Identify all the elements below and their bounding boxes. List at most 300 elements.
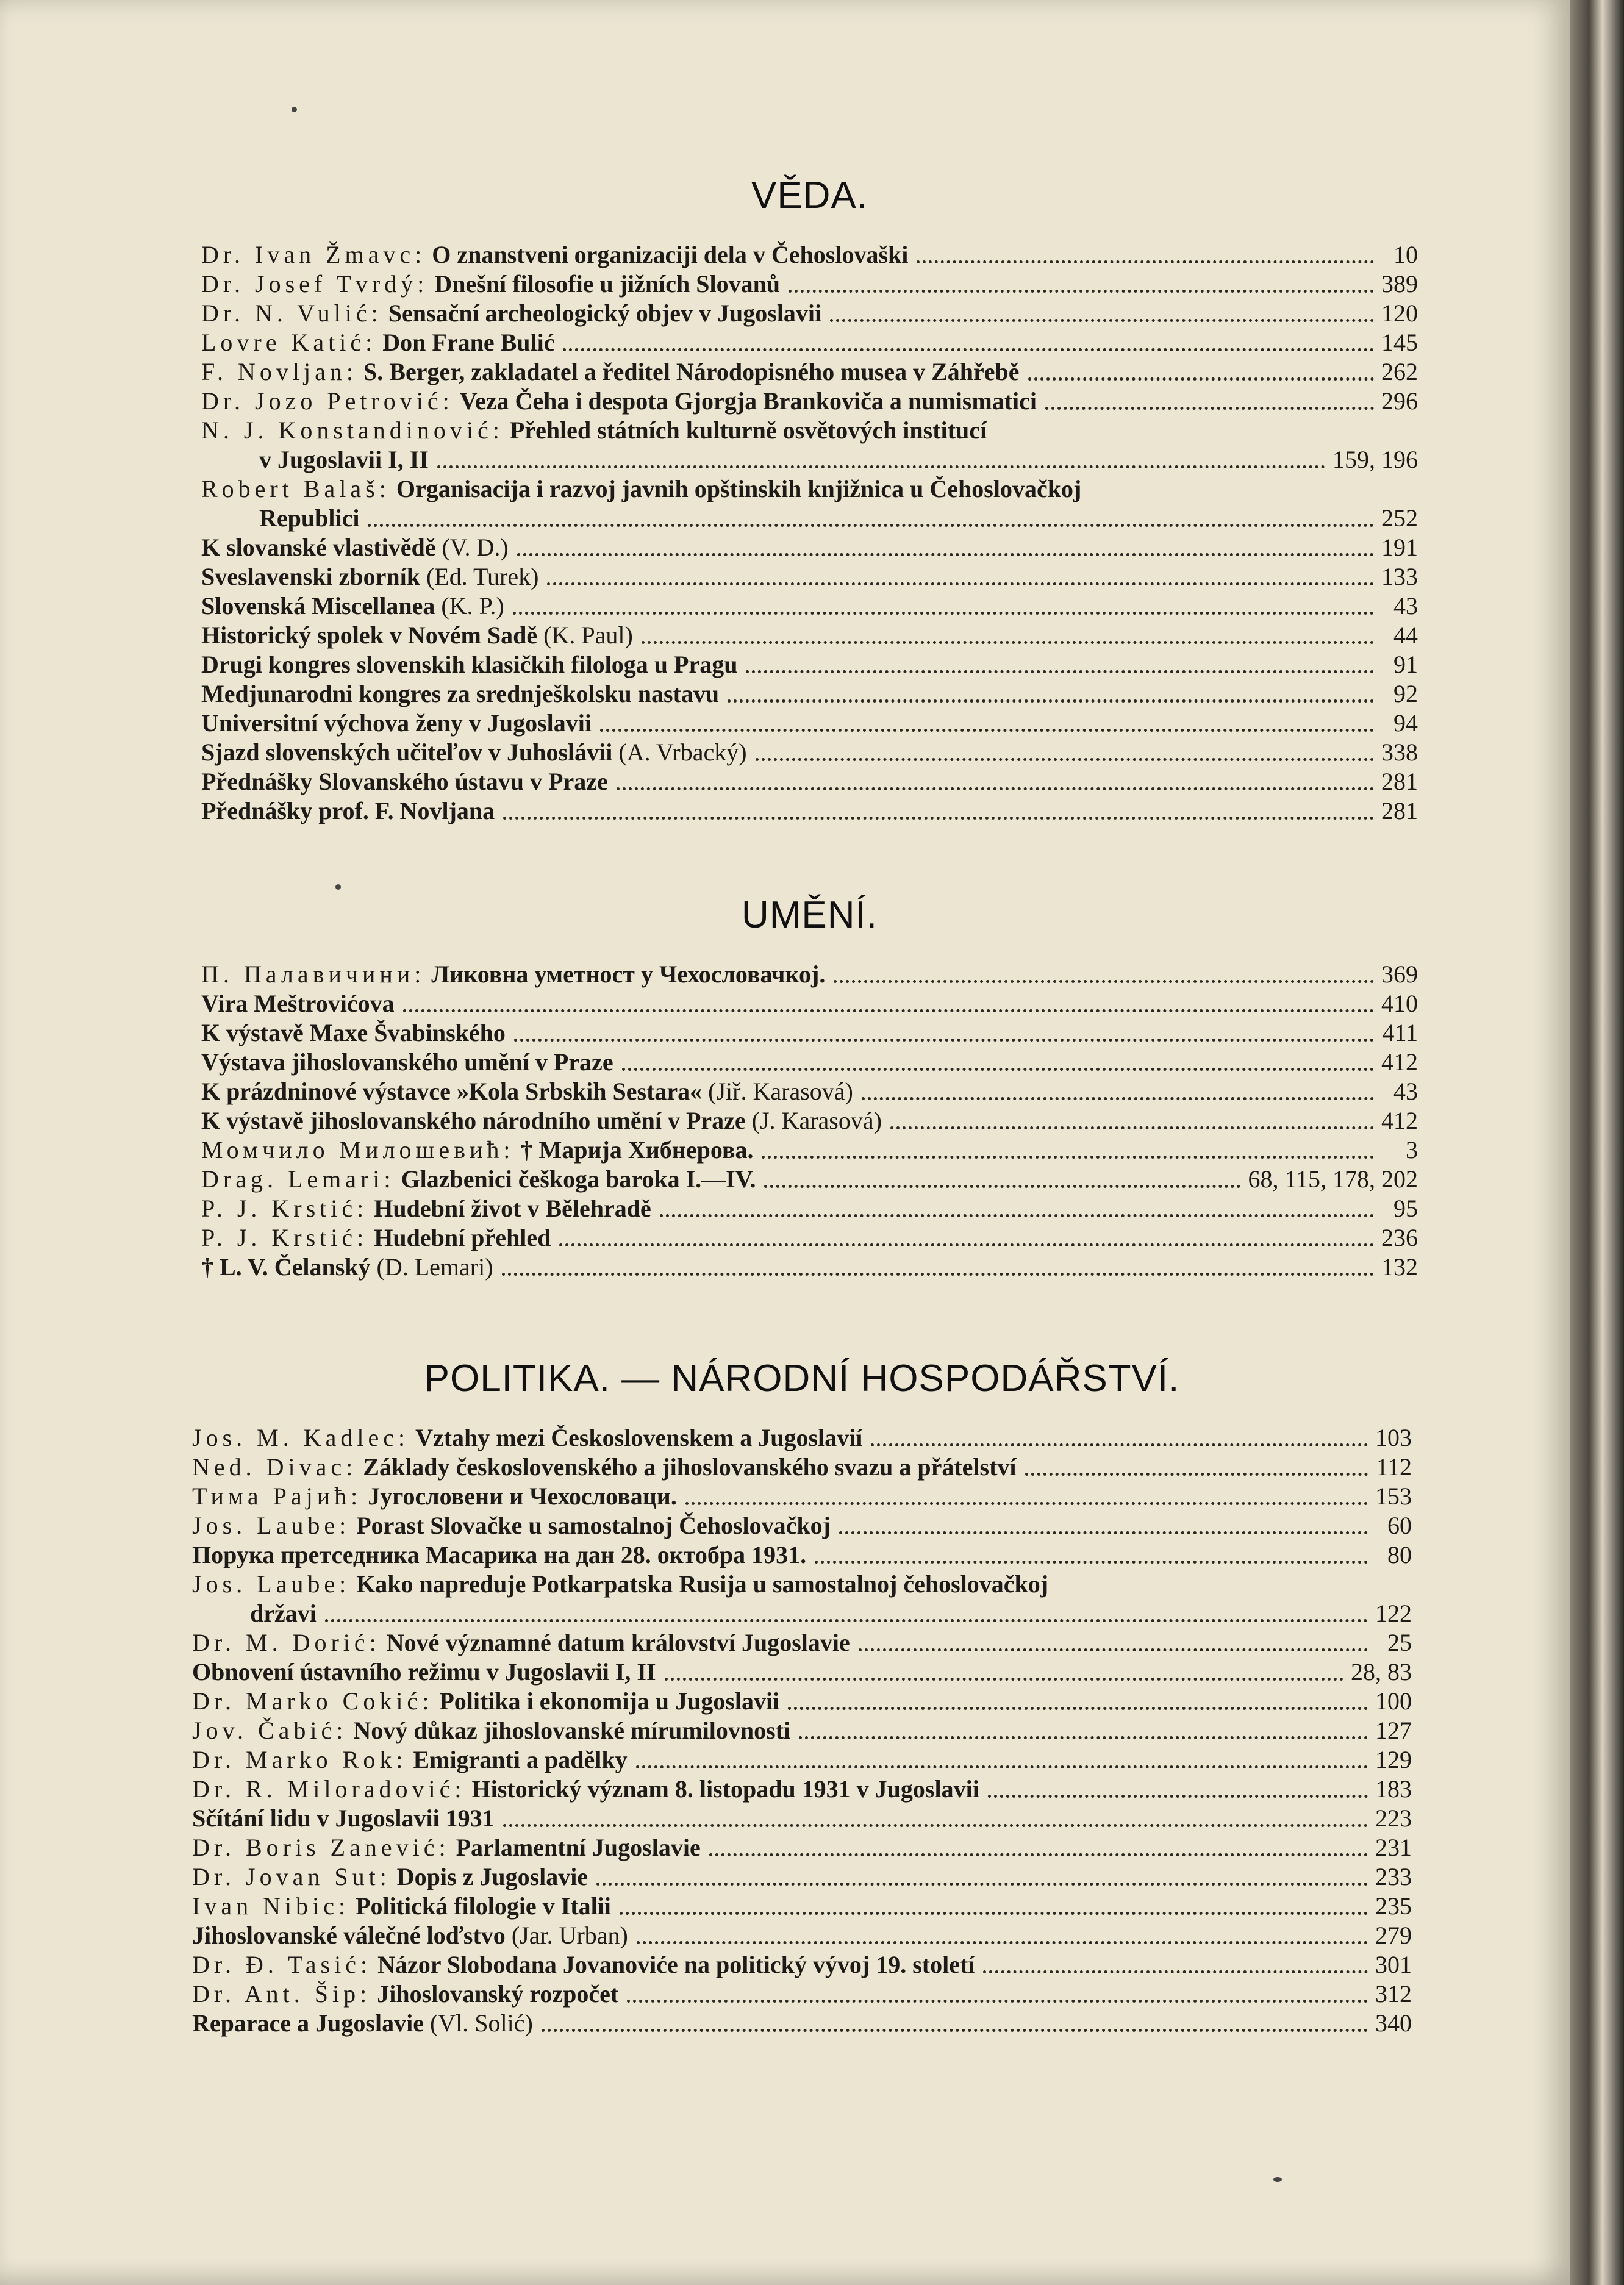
entry-author: Jov. Čabić: xyxy=(192,1717,348,1744)
entry-text xyxy=(201,796,495,826)
toc-entry xyxy=(192,1716,1412,1745)
toc-entry xyxy=(192,1804,1412,1833)
entry-pages: 100 xyxy=(1375,1687,1412,1715)
entry-text xyxy=(201,1077,853,1106)
entry-author: Dr. Jozo Petrović: xyxy=(201,387,454,415)
dot-leader xyxy=(642,641,1374,644)
entry-note: (J. Karasová) xyxy=(751,1107,882,1134)
entry-title: Názor Slobodana Jovanoviće na politický vývoj 19. století xyxy=(377,1951,975,1978)
entry-pages: 301 xyxy=(1375,1951,1412,1978)
toc-entry xyxy=(201,738,1418,767)
entry-text xyxy=(192,2009,533,2038)
toc-entry xyxy=(192,1570,1412,1628)
dot-leader xyxy=(636,1765,1368,1768)
entry-pages: 28, 83 xyxy=(1351,1658,1412,1686)
toc-entry-line xyxy=(201,504,1418,533)
entry-pages: 233 xyxy=(1375,1863,1412,1890)
entry-text xyxy=(201,1135,753,1165)
toc-entry xyxy=(192,1921,1412,1950)
entry-title: Sensační archeologický objev v Jugoslavii xyxy=(388,299,822,327)
entry-list xyxy=(201,960,1418,1282)
entry-title: Dnešní filosofie u jižních Slovanů xyxy=(434,270,781,298)
section-politika xyxy=(192,1357,1412,2038)
toc-entry xyxy=(201,709,1418,738)
entry-text xyxy=(201,592,504,621)
entry-pages: 80 xyxy=(1387,1541,1412,1568)
entry-pages: 191 xyxy=(1381,534,1418,561)
entry-pages: 338 xyxy=(1381,738,1418,766)
entry-author: Jos. Laube: xyxy=(192,1570,351,1598)
entry-pages: 43 xyxy=(1393,1078,1418,1105)
entry-author: Robert Balaš: xyxy=(201,475,390,502)
dot-leader xyxy=(1045,407,1374,410)
dot-leader xyxy=(839,1531,1368,1534)
entry-text xyxy=(201,621,633,650)
entry-title: Dopis z Jugoslavie xyxy=(396,1863,588,1890)
dot-leader xyxy=(620,1912,1368,1915)
entry-pages: 127 xyxy=(1375,1717,1412,1744)
toc-entry xyxy=(201,328,1418,357)
dot-leader xyxy=(627,2000,1368,2003)
entry-title: Výstava jihoslovanského umění v Praze xyxy=(201,1048,613,1076)
entry-pages: 103 xyxy=(1375,1424,1412,1451)
entry-text xyxy=(192,1453,1017,1482)
dot-leader xyxy=(325,1619,1368,1622)
entry-text xyxy=(192,1833,701,1862)
entry-author: Dr. Marko Cokić: xyxy=(192,1687,434,1715)
entry-pages: 410 xyxy=(1381,990,1418,1017)
toc-entry xyxy=(201,1253,1418,1282)
entry-note: (Jiř. Karasová) xyxy=(708,1078,853,1105)
dot-leader xyxy=(617,787,1374,790)
entry-author: Dr. Boris Zanević: xyxy=(192,1834,450,1861)
entry-title: S. Berger, zakladatel a ředitel Národopisného musea v Záhřebě xyxy=(363,358,1020,385)
toc-entry xyxy=(192,1423,1412,1453)
entry-pages: 279 xyxy=(1375,1922,1412,1949)
entry-title: Slovenská Miscellanea xyxy=(201,592,435,620)
dot-leader xyxy=(728,699,1374,703)
toc-entry xyxy=(201,1223,1418,1253)
entry-text xyxy=(201,709,592,738)
dot-leader xyxy=(514,1039,1374,1042)
entry-author: Dr. R. Miloradović: xyxy=(192,1775,466,1803)
toc-entry xyxy=(201,592,1418,621)
entry-author: Dr. N. Vulić: xyxy=(201,299,382,327)
section-heading: UMĚNÍ. xyxy=(742,894,878,936)
entry-note: (Ed. Turek) xyxy=(426,563,539,590)
section-veda xyxy=(201,174,1418,826)
entry-pages: 235 xyxy=(1375,1892,1412,1920)
dot-leader xyxy=(862,1097,1374,1100)
dot-leader xyxy=(503,1824,1368,1827)
entry-text xyxy=(192,1511,831,1540)
entry-text xyxy=(201,1194,651,1223)
dot-leader xyxy=(789,290,1374,293)
toc-entry-line xyxy=(192,1599,1412,1628)
toc-entry xyxy=(201,796,1418,826)
section-heading: POLITIKA. — NÁRODNÍ HOSPODÁŘSTVÍ. xyxy=(424,1357,1180,1400)
entry-text xyxy=(201,474,1081,504)
entry-pages: 183 xyxy=(1375,1775,1412,1803)
dot-leader xyxy=(988,1795,1368,1798)
entry-text xyxy=(192,1540,806,1570)
entry-title: Politická filologie v Italii xyxy=(356,1892,611,1920)
toc-entry xyxy=(192,1950,1412,1979)
entry-text xyxy=(192,1804,495,1833)
toc-entry xyxy=(201,1048,1418,1077)
entry-title: Hudební přehled xyxy=(374,1224,551,1251)
entry-text xyxy=(192,1657,656,1687)
dot-leader xyxy=(503,817,1374,820)
toc-entry xyxy=(192,1892,1412,1921)
dot-leader xyxy=(746,670,1374,673)
entry-title: O znanstveni organizaciji dela v Čehoslovaški xyxy=(432,241,909,268)
dot-leader xyxy=(709,1853,1368,1856)
entry-pages: 95 xyxy=(1393,1195,1418,1222)
entry-pages: 25 xyxy=(1387,1629,1412,1656)
entry-text xyxy=(201,416,987,445)
entry-title: Přednášky Slovanského ústavu v Praze xyxy=(201,768,608,795)
toc-entry xyxy=(192,1979,1412,2009)
entry-pages: 412 xyxy=(1381,1048,1418,1076)
entry-author: Dr. Ant. Šip: xyxy=(192,1980,371,2008)
entry-pages: 94 xyxy=(1393,709,1418,737)
dot-leader xyxy=(665,1678,1343,1681)
toc-entry xyxy=(192,1657,1412,1687)
entry-pages: 369 xyxy=(1381,960,1418,988)
dot-leader xyxy=(403,1009,1374,1012)
entry-text xyxy=(201,328,554,357)
toc-entry xyxy=(201,299,1418,328)
ink-spot xyxy=(335,884,341,890)
dot-leader xyxy=(437,465,1325,468)
toc-entry xyxy=(192,1775,1412,1804)
dot-leader xyxy=(799,1736,1368,1739)
entry-text xyxy=(201,299,821,328)
entry-title: Universitní výchova ženy v Jugoslavii xyxy=(201,709,592,737)
entry-text xyxy=(192,1979,618,2009)
entry-text xyxy=(201,679,719,709)
entry-pages: 91 xyxy=(1393,651,1418,678)
ink-spot xyxy=(1273,2177,1282,2182)
entry-pages: 312 xyxy=(1375,1980,1412,2008)
entry-pages: 252 xyxy=(1381,504,1418,532)
entry-pages: 159, 196 xyxy=(1332,446,1418,473)
section-heading: VĚDA. xyxy=(751,174,868,216)
entry-text xyxy=(201,989,395,1018)
toc-entry xyxy=(201,474,1418,533)
entry-pages: 281 xyxy=(1381,797,1418,824)
entry-text xyxy=(192,1921,628,1950)
entry-title: Emigranti a padělky xyxy=(413,1746,628,1773)
entry-text xyxy=(192,1745,628,1775)
toc-entry-line xyxy=(201,445,1418,474)
entry-title: Nové významné datum království Jugoslavie xyxy=(386,1629,850,1656)
toc-entry xyxy=(201,270,1418,299)
toc-entry xyxy=(201,1135,1418,1165)
dot-leader xyxy=(871,1443,1368,1446)
dot-leader xyxy=(788,1707,1368,1710)
entry-text xyxy=(201,562,538,592)
toc-entry xyxy=(192,2009,1412,2038)
entry-author: Jos. Laube: xyxy=(192,1512,351,1539)
toc-entry xyxy=(192,1862,1412,1892)
entry-text xyxy=(201,1253,493,1282)
entry-text xyxy=(192,1570,1048,1599)
toc-entry xyxy=(201,989,1418,1018)
entry-title: Přednášky prof. F. Novljana xyxy=(201,797,495,824)
toc-entry xyxy=(201,621,1418,650)
entry-title: Jihoslovanský rozpočet xyxy=(377,1980,619,2008)
entry-note: (Jar. Urban) xyxy=(511,1922,628,1949)
dot-leader xyxy=(815,1561,1368,1564)
entry-title: Nový důkaz jihoslovanské mírumilovnosti xyxy=(353,1717,791,1744)
section-umeni xyxy=(201,893,1418,1282)
entry-pages: 236 xyxy=(1381,1224,1418,1251)
entry-title: K prázdninové výstavce »Kola Srbskih Sestara« xyxy=(201,1078,703,1105)
entry-pages: 281 xyxy=(1381,768,1418,795)
entry-text xyxy=(201,533,509,562)
entry-text xyxy=(201,1048,613,1077)
entry-pages: 112 xyxy=(1376,1453,1412,1481)
dot-leader xyxy=(513,612,1374,615)
entry-title: Ликовна уметност у Чехословачкој. xyxy=(431,960,826,988)
toc-entry xyxy=(201,240,1418,270)
entry-pages: 262 xyxy=(1381,358,1418,385)
book-spine xyxy=(1570,0,1624,2285)
toc-entry xyxy=(201,357,1418,387)
toc-entry xyxy=(201,960,1418,989)
entry-title: Porast Slovačke u samostalnoj Čehoslovačkoj xyxy=(356,1512,831,1539)
entry-author: N. J. Konstandinović: xyxy=(201,417,504,444)
entry-title-continued: v Jugoslavii I, II xyxy=(259,446,429,473)
entry-title: Politika i ekonomija u Jugoslavii xyxy=(439,1687,780,1715)
entry-title: Veza Čeha i despota Gjorgja Brankoviča a numismatici xyxy=(459,387,1037,415)
entry-pages: 411 xyxy=(1382,1019,1418,1046)
dot-leader xyxy=(764,1185,1240,1188)
toc-entry-line xyxy=(201,474,1418,504)
dot-leader xyxy=(563,348,1374,351)
toc-entry xyxy=(201,533,1418,562)
entry-text xyxy=(201,650,737,679)
entry-pages: 412 xyxy=(1381,1107,1418,1134)
entry-text xyxy=(201,1223,551,1253)
dot-leader xyxy=(502,1273,1374,1276)
entry-pages: 133 xyxy=(1381,563,1418,590)
entry-title: Obnovení ústavního režimu v Jugoslavii I, II xyxy=(192,1658,656,1686)
dot-leader xyxy=(596,1883,1368,1886)
entry-title: Kako napreduje Potkarpatska Rusija u samostalnoj čehoslovačkoj xyxy=(356,1570,1049,1598)
toc-entry xyxy=(192,1540,1412,1570)
dot-leader xyxy=(834,980,1374,983)
dot-leader xyxy=(559,1243,1374,1246)
entry-pages: 120 xyxy=(1381,299,1418,327)
toc-entry xyxy=(192,1628,1412,1657)
dot-leader xyxy=(600,729,1374,732)
entry-pages: 122 xyxy=(1375,1600,1412,1627)
entry-title: Vztahy mezi Československem a Jugoslavií xyxy=(415,1424,863,1451)
toc-entry xyxy=(201,1077,1418,1106)
entry-text xyxy=(201,1106,882,1135)
entry-title: K výstavě jihoslovanského národního umění v Praze xyxy=(201,1107,746,1134)
entry-author: Тима Рајић: xyxy=(192,1482,362,1510)
dot-leader xyxy=(762,1156,1374,1159)
entry-text xyxy=(201,387,1037,416)
toc-entry xyxy=(201,1194,1418,1223)
entry-title: Sveslavenski zborník xyxy=(201,563,420,590)
entry-note: (Vl. Solić) xyxy=(429,2009,533,2037)
entry-title: Reparace a Jugoslavie xyxy=(192,2009,424,2037)
entry-pages: 3 xyxy=(1406,1136,1418,1164)
toc-entry xyxy=(192,1833,1412,1862)
dot-leader xyxy=(917,260,1374,263)
toc-entry xyxy=(192,1482,1412,1511)
dot-leader xyxy=(685,1502,1368,1505)
dot-leader xyxy=(890,1126,1374,1129)
entry-author: Момчило Милошевић: xyxy=(201,1136,515,1164)
entry-author: Dr. Josef Tvrdý: xyxy=(201,270,429,298)
entry-pages: 43 xyxy=(1393,592,1418,620)
entry-pages: 129 xyxy=(1375,1746,1412,1773)
toc-entry xyxy=(192,1745,1412,1775)
dot-leader xyxy=(517,553,1374,556)
entry-title: Historický spolek v Novém Sadě xyxy=(201,621,538,649)
entry-text xyxy=(201,357,1020,387)
dot-leader xyxy=(830,319,1374,322)
entry-pages: 231 xyxy=(1375,1834,1412,1861)
toc-entry xyxy=(192,1687,1412,1716)
dot-leader xyxy=(1025,1473,1368,1476)
entry-text xyxy=(192,1423,862,1453)
entry-note: (K. P.) xyxy=(441,592,504,620)
entry-pages: 223 xyxy=(1375,1804,1412,1832)
entry-text xyxy=(192,1950,975,1979)
entry-author: Dr. Đ. Tasić: xyxy=(192,1951,372,1978)
entry-author: Dr. Marko Rok: xyxy=(192,1746,407,1773)
entry-list xyxy=(201,240,1418,826)
entry-text xyxy=(201,767,608,796)
toc-entry xyxy=(201,562,1418,592)
entry-pages: 132 xyxy=(1381,1253,1418,1281)
dot-leader xyxy=(660,1214,1374,1217)
dot-leader xyxy=(1028,377,1374,381)
toc-entry xyxy=(201,416,1418,474)
entry-text xyxy=(201,1165,756,1194)
entry-title: Přehled státních kulturně osvětových institucí xyxy=(509,417,987,444)
entry-title: Sčítání lidu v Jugoslavii 1931 xyxy=(192,1804,495,1832)
dot-leader xyxy=(983,1970,1368,1973)
entry-title: Jihoslovanské válečné loďstvo xyxy=(192,1922,506,1949)
entry-pages: 10 xyxy=(1393,241,1418,268)
entry-pages: 44 xyxy=(1393,621,1418,649)
entry-note: (V. D.) xyxy=(442,534,509,561)
entry-note: (D. Lemari) xyxy=(376,1253,493,1281)
dot-leader xyxy=(542,2029,1368,2032)
entry-pages: 296 xyxy=(1381,387,1418,415)
entry-text xyxy=(192,1482,677,1511)
entry-text xyxy=(192,1862,588,1892)
entry-pages: 389 xyxy=(1381,270,1418,298)
dot-leader xyxy=(622,1068,1374,1071)
entry-text xyxy=(192,1775,979,1804)
entry-title: Порука претседника Масарика на дан 28. октобра 1931. xyxy=(192,1541,807,1568)
entry-pages: 68, 115, 178, 202 xyxy=(1248,1165,1418,1193)
entry-text xyxy=(201,240,908,270)
entry-author: Dr. Ivan Žmavc: xyxy=(201,241,426,268)
entry-title-continued: Republici xyxy=(259,504,360,532)
entry-author: Lovre Katić: xyxy=(201,329,377,356)
entry-author: Drag. Lemari: xyxy=(201,1165,395,1193)
dot-leader xyxy=(368,524,1374,527)
toc-entry-line xyxy=(201,416,1418,445)
toc-entry xyxy=(201,767,1418,796)
entry-title-continued: državi xyxy=(250,1600,317,1627)
toc-entry-line xyxy=(192,1570,1412,1599)
entry-title: K slovanské vlastivědě xyxy=(201,534,436,561)
toc-entry xyxy=(201,387,1418,416)
dot-leader xyxy=(756,758,1374,761)
entry-text xyxy=(192,1716,790,1745)
entry-pages: 92 xyxy=(1393,680,1418,707)
entry-title: Drugi kongres slovenskih klasičkih filologa u Pragu xyxy=(201,651,738,678)
entry-pages: 145 xyxy=(1381,329,1418,356)
entry-title: Sjazd slovenských učiteľov v Juhoslávii xyxy=(201,738,613,766)
entry-pages: 340 xyxy=(1375,2009,1412,2037)
entry-text xyxy=(192,1892,611,1921)
entry-title: Organisacija i razvoj javnih opštinskih knjižnica u Čehoslovačkoj xyxy=(396,475,1082,502)
dot-leader xyxy=(547,582,1374,585)
entry-text xyxy=(192,1628,850,1657)
entry-title: Vira Meštrovićova xyxy=(201,990,395,1017)
entry-text xyxy=(192,1687,779,1716)
entry-author: П. Палавичини: xyxy=(201,960,426,988)
toc-entry xyxy=(201,1165,1418,1194)
entry-text xyxy=(201,738,747,767)
entry-title: Parlamentní Jugoslavie xyxy=(456,1834,701,1861)
toc-entry xyxy=(201,650,1418,679)
entry-title: K výstavě Maxe Švabinského xyxy=(201,1019,506,1046)
entry-author: Dr. M. Dorić: xyxy=(192,1629,381,1656)
entry-title: † L. V. Čelanský xyxy=(201,1253,371,1281)
entry-pages: 60 xyxy=(1387,1512,1412,1539)
entry-author: F. Novljan: xyxy=(201,358,358,385)
entry-title: Základy československého a jihoslovanského svazu a přátelství xyxy=(363,1453,1017,1481)
entry-title: Historický význam 8. listopadu 1931 v Jugoslavii xyxy=(471,1775,979,1803)
entry-text xyxy=(201,1018,506,1048)
toc-entry xyxy=(201,1106,1418,1135)
entry-title: Medjunarodni kongres za srednješkolsku nastavu xyxy=(201,680,720,707)
entry-note: (A. Vrbacký) xyxy=(618,738,747,766)
entry-text xyxy=(201,270,780,299)
entry-author: Ned. Divac: xyxy=(192,1453,357,1481)
entry-note: (K. Paul) xyxy=(543,621,633,649)
entry-pages: 153 xyxy=(1375,1482,1412,1510)
entry-author: Ivan Nibic: xyxy=(192,1892,350,1920)
entry-author: Dr. Jovan Sut: xyxy=(192,1863,391,1890)
entry-title: Glazbenici češkoga baroka I.—IV. xyxy=(401,1165,756,1193)
entry-title: Hudební život v Bělehradě xyxy=(374,1195,651,1222)
toc-entry xyxy=(201,679,1418,709)
ink-spot xyxy=(292,107,297,112)
entry-author: P. J. Krstić: xyxy=(201,1195,368,1222)
entry-title: Don Frane Bulić xyxy=(382,329,555,356)
entry-title: Југословени и Чехословаци. xyxy=(368,1482,677,1510)
dot-leader xyxy=(637,1941,1368,1944)
dot-leader xyxy=(859,1648,1368,1651)
toc-entry xyxy=(201,1018,1418,1048)
toc-entry xyxy=(192,1453,1412,1482)
entry-author: P. J. Krstić: xyxy=(201,1224,368,1251)
